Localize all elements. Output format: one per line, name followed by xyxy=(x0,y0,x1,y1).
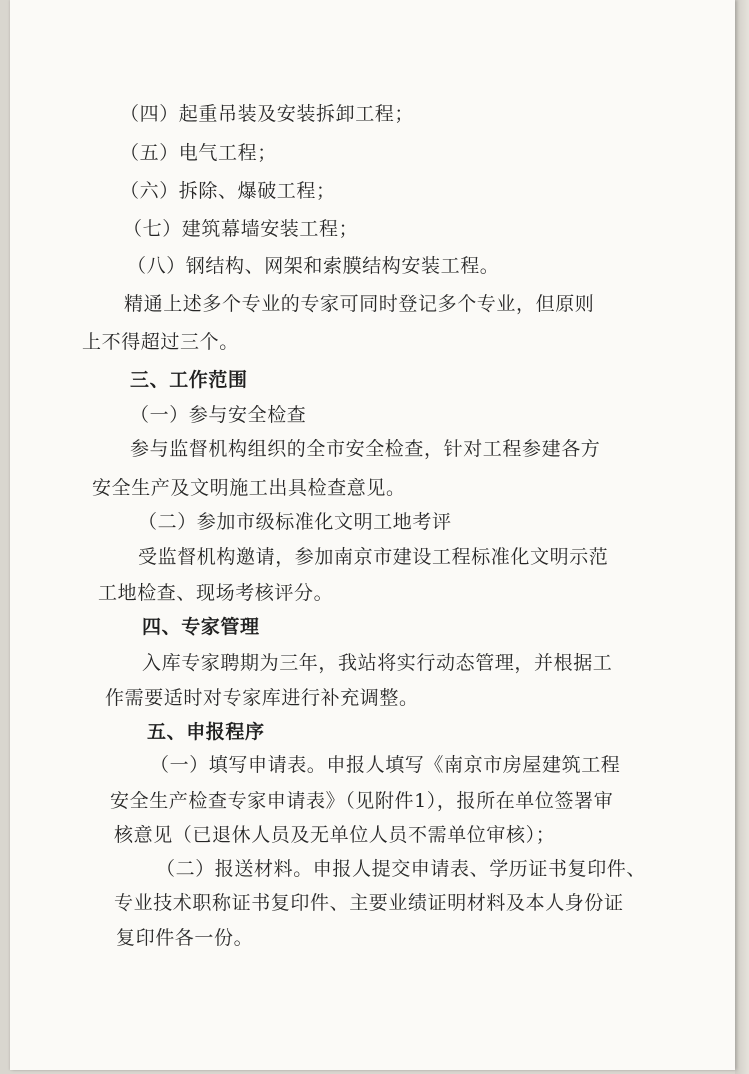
page-edge-shadow xyxy=(735,0,749,1074)
list-item-four: （四）起重吊装及安装拆卸工程； xyxy=(120,103,415,125)
paragraph-fill-application-form-cont1: 安全生产检查专家申请表》（见附件1），报所在单位签署审 xyxy=(110,790,614,812)
list-item-eight: （八）钢结构、网架和索膜结构安装工程。 xyxy=(127,255,500,277)
list-item-seven: （七）建筑幕墙安装工程； xyxy=(123,218,359,240)
paragraph-safety-inspection: 参与监督机构组织的全市安全检查，针对工程参建各方 xyxy=(130,438,601,460)
section-heading-expert-management: 四、专家管理 xyxy=(142,616,260,638)
paragraph-submit-materials-cont2: 复印件各一份。 xyxy=(116,927,254,949)
paragraph-submit-materials: （二）报送材料。申报人提交申请表、学历证书复印件、 xyxy=(156,858,647,880)
subheading-safety-inspection: （一）参与安全检查 xyxy=(130,404,307,426)
document-page xyxy=(10,0,735,1070)
paragraph-expert-management: 入库专家聘期为三年，我站将实行动态管理，并根据工 xyxy=(142,652,613,674)
paragraph-submit-materials-cont1: 专业技术职称证书复印件、主要业绩证明材料及本人身份证 xyxy=(114,892,624,914)
paragraph-multiple-specialties-cont: 上不得超过三个。 xyxy=(82,331,239,353)
paragraph-fill-application-form-cont2: 核意见（已退休人员及无单位人员不需单位审核）； xyxy=(114,824,556,846)
list-item-five: （五）电气工程； xyxy=(120,142,277,164)
section-heading-work-scope: 三、工作范围 xyxy=(130,369,248,391)
paragraph-fill-application-form: （一）填写申请表。申报人填写《南京市房屋建筑工程 xyxy=(150,754,621,776)
paragraph-expert-management-cont: 作需要适时对专家库进行补充调整。 xyxy=(105,687,419,709)
subheading-standardization-review: （二）参加市级标准化文明工地考评 xyxy=(138,511,452,533)
paragraph-safety-inspection-cont: 安全生产及文明施工出具检查意见。 xyxy=(92,477,406,499)
section-heading-application-procedure: 五、申报程序 xyxy=(147,721,265,743)
paragraph-multiple-specialties: 精通上述多个专业的专家可同时登记多个专业，但原则 xyxy=(124,293,595,315)
paragraph-standardization-review-cont: 工地检查、现场考核评分。 xyxy=(98,582,334,604)
list-item-six: （六）拆除、爆破工程； xyxy=(120,180,336,202)
paragraph-standardization-review: 受监督机构邀请，参加南京市建设工程标准化文明示范 xyxy=(138,546,609,568)
